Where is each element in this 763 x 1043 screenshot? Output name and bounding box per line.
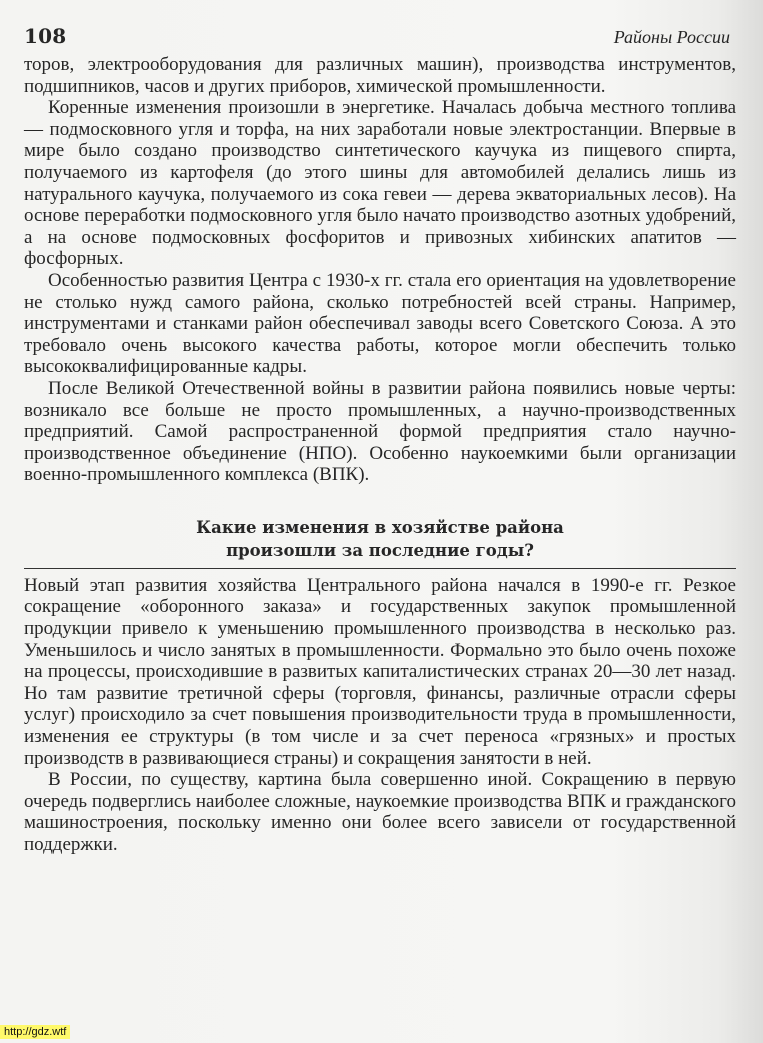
page-number: 108 xyxy=(24,24,67,48)
running-title: Районы России xyxy=(613,27,730,47)
paragraph-russia: В России, по существу, картина была совершенно иной. Сокращению в первую очередь подверглись наиболее сложные, наукоемкие производства ВПК и гражданского машиностроения, поскольку именно они более всего зависели от государственной поддержки. xyxy=(24,769,736,855)
page-header xyxy=(24,24,736,54)
heading-divider xyxy=(24,568,736,569)
section-heading-line-1: Какие изменения в хозяйстве района xyxy=(196,517,564,537)
body-text xyxy=(24,54,736,486)
section-heading xyxy=(24,516,736,562)
paragraph-continuation: торов, электрооборудования для различных машин), производства инструментов, подшипников, часов и других приборов, химической промышленности. xyxy=(24,54,736,97)
paragraph-energy: Коренные изменения произошли в энергетике. Началась добыча местного топлива — подмосковного угля и торфа, на них заработали новые электростанции. Впервые в мире было создано производство синтетического каучука из пищевого спирта, получаемого из картофеля (до этого шины для автомобилей делались лишь из натурального каучука, получаемого из сока гевеи — дерева экваториальных лесов). На основе переработки подмосковного угля было начато производство азотных удобрений, а на основе подмосковных фосфоритов и привозных хибинских апатитов — фосфорных. xyxy=(24,97,736,270)
section-heading-line-2: произошли за последние годы? xyxy=(226,540,534,560)
site-watermark: http://gdz.wtf xyxy=(0,1025,70,1039)
paragraph-postwar: После Великой Отечественной войны в развитии района появились новые черты: возникало все больше не просто промышленных, а научно-производственных предприятий. Самой распространенной формой предприятия стало научно-производственное объединение (НПО). Особенно наукоемкими были организации военно-промышленного комплекса (ВПК). xyxy=(24,377,736,486)
body-text-section xyxy=(24,575,736,856)
paragraph-1930s: Особенностью развития Центра с 1930-х гг. стала его ориентация на удовлетворение не столько нужд самого района, сколько потребностей всей страны. Например, инструментами и станками район обеспечивал заводы всего Советского Союза. А это требовало очень высокого качества работы, которое могли обеспечить только высококвалифицированные кадры. xyxy=(24,269,736,378)
paragraph-1990s: Новый этап развития хозяйства Центрального района начался в 1990-е гг. Резкое сокращение «оборонного заказа» и государственных закупок промышленной продукции привело к уменьшению промышленного производства в несколько раз. Уменьшилось и число занятых в промышленности. Формально это было очень похоже на процессы, происходившие в развитых капиталистических странах 20—30 лет назад. Но там развитие третичной сферы (торговля, финансы, различные отрасли сферы услуг) происходило за счет повышения производительности труда в промышленности, изменения ее структуры (в том числе и за счет переноса «грязных» и простых производств в развивающиеся страны) и сокращения занятости в ней. xyxy=(24,574,736,769)
book-page xyxy=(24,24,736,856)
